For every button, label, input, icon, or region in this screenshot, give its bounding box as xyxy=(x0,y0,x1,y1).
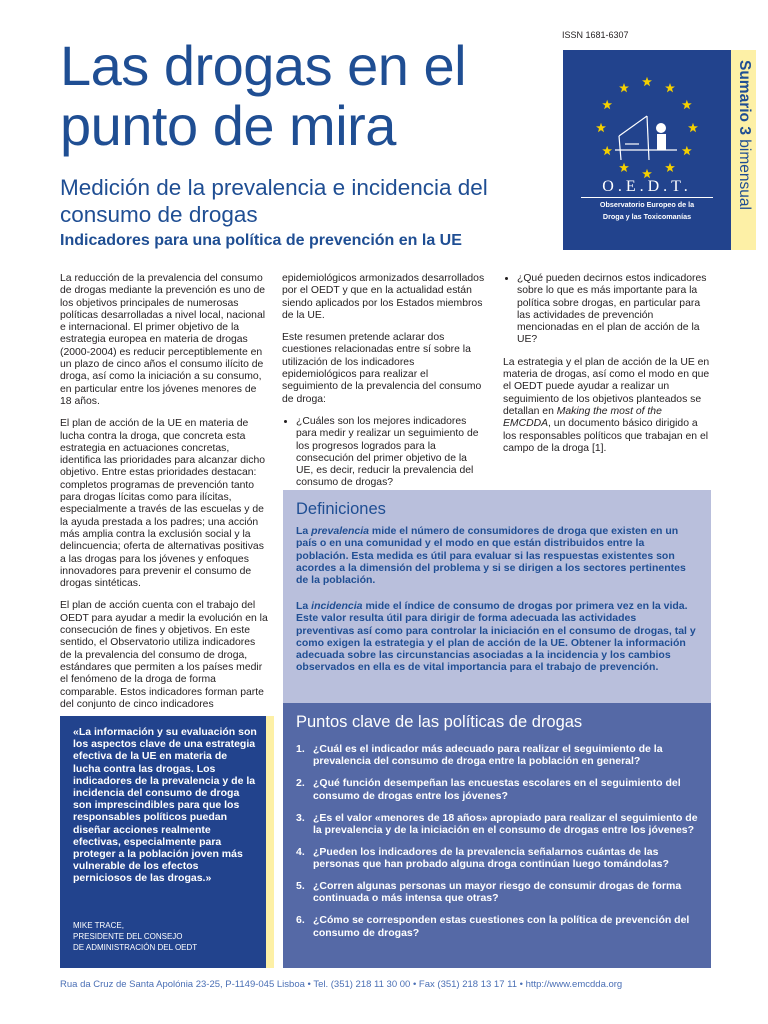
paragraph: El plan de acción cuenta con el trabajo del OEDT para ayudar a medir la evolución en la consecución de fines y objetivos. En este sentido, el Observatorio utiliza indicadores de la prevalencia del consumo de droga, estándares que permiten a los países medir el fenómeno de la droga de forma comparable. Estos indicadores forman parte del conjunto de cinco indicadores xyxy=(60,600,268,710)
item-number: 5. xyxy=(296,880,305,893)
item-number: 2. xyxy=(296,777,305,790)
item-text: ¿Es el valor «menores de 18 años» apropiado para realizar el seguimiento de la prevalencia y de la iniciación en el consumo de drogas entre los jóvenes? xyxy=(313,811,698,836)
star-icon xyxy=(602,146,612,155)
paragraph-text: , un documento básico dirigido a los responsables políticos que trabajan en el campo de la droga [1]. xyxy=(503,418,709,454)
paragraph: epidemiológicos armonizados desarrollados por el OEDT y que en la actualidad están siendo aplicados por los Estados miembros de la UE. xyxy=(282,273,485,321)
series-tab xyxy=(731,50,756,250)
text-column-3 xyxy=(503,273,710,465)
star-icon xyxy=(682,100,692,109)
tab-number: Sumario 3 xyxy=(736,60,753,135)
star-icon xyxy=(642,169,652,178)
oedt-logo xyxy=(563,50,731,250)
key-points-heading: Puntos clave de las políticas de drogas xyxy=(296,713,583,731)
list-item xyxy=(296,880,698,905)
item-text: ¿Cuál es el indicador más adecuado para realizar el seguimiento de la prevalencia del consumo de droga entre la población en general? xyxy=(313,743,663,768)
definition-text: mide el número de consumidores de droga que existen en un país o en una comunidad y el modo en que están distribuidos entre la población. Esta medida es útil para evaluar si las respuestas existentes son acordes a la dimensión del problema y si se dirigen a los sectores pertinentes de la población. xyxy=(296,525,686,587)
definition-text: mide el índice de consumo de drogas por primera vez en la vida. Este valor resulta útil para dirigir de forma adecuada las actividades preventivas así como para controlar la iniciación en el consumo de drogas, tal y como exigen la estrategia y el plan de acción de la UE. Obtener la información adecuada sobre las circunstancias asociadas a la incidencia y los cambios observados en ella es de vital importancia para el trabajo de prevención. xyxy=(296,600,696,674)
star-icon xyxy=(665,83,675,92)
logo-acronym: O.E.D.T. xyxy=(602,178,692,195)
definition-text: La xyxy=(296,600,312,612)
star-icon xyxy=(665,163,675,172)
item-text: ¿Qué función desempeñan las encuestas escolares en el seguimiento del consumo de drogas entre los jóvenes? xyxy=(313,777,681,802)
page-subtitle-secondary: Indicadores para una política de prevención en la UE xyxy=(60,232,462,249)
definitions-heading: Definiciones xyxy=(296,500,386,518)
text-column-2 xyxy=(282,273,487,500)
star-icon xyxy=(642,77,652,86)
logo-line-2: Droga y las Toxicomanías xyxy=(602,212,692,221)
list-item xyxy=(296,743,698,768)
paragraph: La reducción de la prevalencia del consumo de drogas mediante la prevención es uno de los objetivos principales de numerosas políticas desarrolladas a nivel local, nacional e internacional. El primer objetivo de la estrategia europea en materia de drogas (2000-2004) es reducir perceptiblemente en un plazo de cinco años el consumo ilícito de droga, así como la iniciación a su consumo, en particular entre los jóvenes menores de 18 años. xyxy=(60,273,266,407)
list-item xyxy=(296,812,698,837)
definition-text: La xyxy=(296,525,312,537)
item-number: 4. xyxy=(296,845,305,858)
page-title: Las drogas en el punto de mira xyxy=(60,34,467,157)
item-number: 1. xyxy=(296,743,305,755)
logo-divider xyxy=(581,197,713,198)
author-name: MIKE TRACE, xyxy=(73,921,124,930)
quote-author xyxy=(73,920,257,953)
item-text: ¿Corren algunas personas un mayor riesgo de consumir drogas de forma continuada o más intensa que otras? xyxy=(313,880,682,905)
author-title: PRESIDENTE DEL CONSEJO xyxy=(73,932,183,941)
page-subtitle: Medición de la prevalencia e incidencia del consumo de drogas xyxy=(60,175,488,227)
key-points-box xyxy=(283,703,711,968)
list-item xyxy=(296,914,698,939)
bullet-list xyxy=(503,273,710,347)
quote-box xyxy=(60,716,266,968)
star-icon xyxy=(596,123,606,132)
term-incidence: incidencia xyxy=(311,600,363,612)
logo-line-1: Observatorio Europeo de la xyxy=(599,200,695,209)
text-column-1 xyxy=(60,273,268,721)
issn-number: ISSN 1681-6307 xyxy=(562,30,629,40)
paragraph xyxy=(503,357,710,455)
definitions-box xyxy=(283,490,711,703)
item-number: 6. xyxy=(296,914,305,927)
item-text: ¿Cómo se corresponden estas cuestiones con la política de prevención del consumo de drogas? xyxy=(313,914,690,939)
definition-incidence xyxy=(296,600,696,674)
item-number: 3. xyxy=(296,811,305,824)
quote-accent-bar xyxy=(266,716,274,968)
document-title: Making the most of the EMCDDA xyxy=(503,405,662,430)
tab-frequency: bimensual xyxy=(736,139,753,210)
star-icon xyxy=(688,123,698,132)
quote-text: «La información y su evaluación son los aspectos clave de una estrategia efectiva de la UE en materia de lucha contra las drogas. Los indicadores de la prevalencia y de la incidencia del consumo de droga son imprescindibles para que los responsables políticos puedan diseñar acciones realmente efectivas, especialmente para proteger a la población joven más vulnerable de los efectos perniciosos de las drogas.» xyxy=(73,726,257,885)
star-icon xyxy=(682,146,692,155)
star-icon xyxy=(619,83,629,92)
paragraph-text: La estrategia y el plan de acción de la UE en materia de drogas, así como el modo en que el OEDT puede ayudar a realizar un seguimiento de los objetivos planteados se detallan en xyxy=(503,356,710,417)
bullet-list xyxy=(282,416,487,490)
term-prevalence: prevalencia xyxy=(311,525,369,537)
author-title: DE ADMINISTRACIÓN DEL OEDT xyxy=(73,943,198,952)
key-points-list xyxy=(296,743,698,949)
list-item xyxy=(296,777,698,802)
bullet-item: • ¿Qué pueden decirnos estos indicadores sobre lo que es más importante para la política sobre drogas, en particular para las actividades de prevención mencionadas en el plan de acción de la UE? xyxy=(517,273,710,347)
star-icon xyxy=(602,100,612,109)
bullet-item: • ¿Cuáles son los mejores indicadores para medir y realizar un seguimiento de los progresos logrados para la consecución del primer objetivo de la UE, es decir, reducir la prevalencia del consumo de drogas? xyxy=(296,416,487,490)
definition-prevalence xyxy=(296,525,696,586)
list-item xyxy=(296,846,698,871)
paragraph: Este resumen pretende aclarar dos cuestiones relacionadas entre sí sobre la utilización de los indicadores epidemiológicos para realizar el seguimiento de la prevalencia del consumo de droga: xyxy=(282,332,482,405)
footer-contact: Rua da Cruz de Santa Apolónia 23-25, P-1149-045 Lisboa • Tel. (351) 218 11 30 00 • Fax (351) 218 13 17 11 • http://www.emcdda.org xyxy=(60,979,623,990)
star-icon xyxy=(619,163,629,172)
paragraph: El plan de acción de la UE en materia de lucha contra la droga, que concreta esta estrategia en actuaciones concretas, identifica las prioridades para alcanzar dicho objetivo. Entre estas prioridades destacan: completos programas de prevención tanto para drogas lícitas como para ilícitas, especialmente a través de las escuelas y de la ayuda prestada a los padres; una acción más amplia contra la exclusión social y la delincuencia; oferta de alternativas positivas a las drogas para los jóvenes y enfoques innovadores para prevenir el consumo de drogas sintéticas. xyxy=(60,418,266,590)
item-text: ¿Pueden los indicadores de la prevalencia señalarnos cuántas de las personas que han probado alguna droga continúan luego tomándolas? xyxy=(313,845,669,871)
